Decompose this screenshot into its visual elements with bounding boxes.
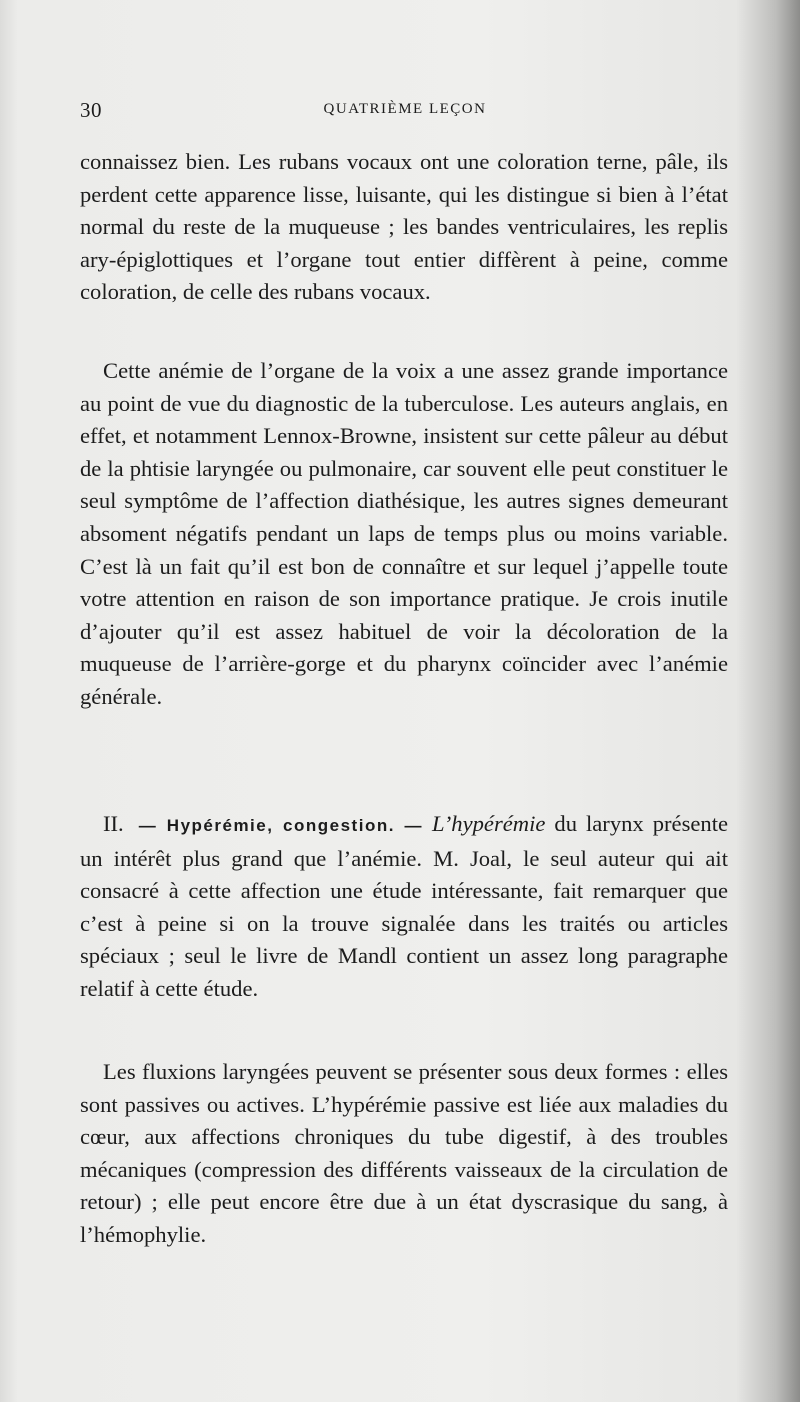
paragraph-anemie: Cette anémie de l’organe de la voix a une assez grande importance au point de vue du diagnostic de la tuberculose. Les auteurs anglais, en effet, et notamment Lennox-Browne, insistent sur cette pâleur au début de la phtisie laryngée ou pulmonaire, car souvent elle peut constituer le seul symptôme de l’affection diathésique, les autres signes demeurant absoment négatifs pendant un laps de temps plus ou moins variable. C’est là un fait qu’il est bon de connaître et sur lequel j’appelle toute votre attention en raison de son importance pratique. Je crois inutile d’ajouter qu’il est assez habituel de voir la décoloration de la muqueuse de l’arrière-gorge et du pharynx coïncider avec l’anémie générale.	[80, 358, 728, 709]
page-number: 30	[80, 98, 102, 122]
section-title: — Hypérémie, congestion. —	[138, 816, 424, 835]
running-head	[80, 98, 730, 128]
paragraph-fluxions: Les fluxions laryngées peuvent se présenter sous deux formes : elles sont passives ou actives. L’hypérémie passive est liée aux maladies du cœur, aux affections chroniques du tube digestif, à des troubles mécaniques (compression des différents vaisseaux de la circulation de retour) ; elle peut encore être due à un état dyscrasique du sang, à l’hémophylie.	[80, 1059, 728, 1247]
section-number: II.	[103, 811, 124, 836]
section-lead-italic: L’hypérémie	[432, 811, 546, 836]
running-title: QUATRIÈME LEÇON	[323, 101, 487, 117]
paragraph-continuation: connaissez bien. Les rubans vocaux ont une coloration terne, pâle, ils perdent cette apparence lisse, luisante, qui les distingue si bien à l’état normal du reste de la muqueuse ; les bandes ventriculaires, les replis ary-épiglottiques et l’organe tout entier diffèrent à peine, comme coloration, de celle des rubans vocaux.	[80, 149, 728, 305]
section-hyperemie	[80, 808, 728, 1006]
section-text: du larynx présente un intérêt plus grand que l’anémie. M. Joal, le seul auteur qui ait consacré à cette affection une étude intéressante, fait remarquer que c’est à peine si on la trouve signalée dans les traités ou articles spéciaux ; seul le livre de Mandl contient un assez long paragraphe relatif à cette étude.	[80, 811, 728, 1001]
